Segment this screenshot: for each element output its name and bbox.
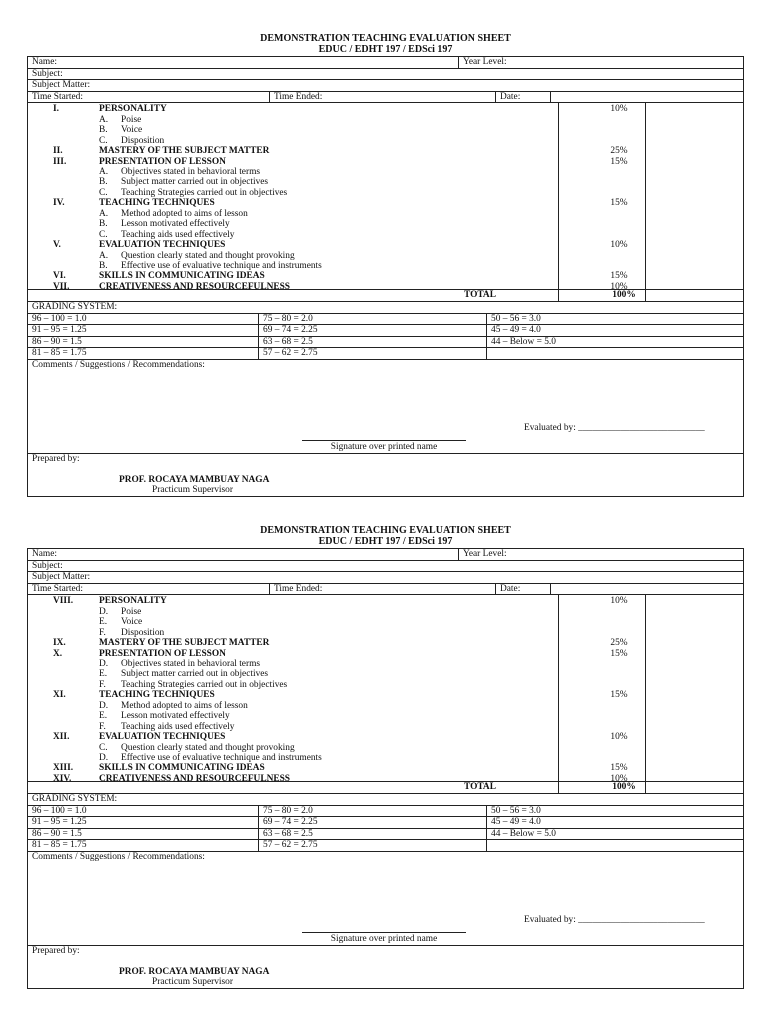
prepared-by-section	[28, 454, 743, 496]
criterion-row	[28, 240, 628, 251]
criterion-number: V.	[53, 240, 61, 251]
criterion-subitem	[28, 177, 558, 187]
supervisor-role: Practicum Supervisor	[152, 976, 233, 987]
subitem-letter: A.	[99, 250, 109, 261]
total-row	[28, 290, 743, 302]
criterion-subitem	[28, 628, 558, 638]
subitem-letter: F.	[99, 679, 106, 690]
subitem-letter: E.	[99, 669, 108, 680]
subitem-letter: B.	[99, 177, 108, 188]
subitem-letter: F.	[99, 721, 106, 732]
criterion-title: TEACHING TECHNIQUES	[99, 690, 215, 701]
comments-section[interactable]	[28, 852, 743, 946]
subitem-text: Teaching aids used effectively	[121, 721, 235, 732]
criterion-subitem	[28, 701, 558, 711]
supervisor-name: PROF. ROCAYA MAMBUAY NAGA	[119, 474, 270, 485]
subject-matter-row	[28, 80, 743, 92]
grading-cell	[486, 840, 743, 852]
subject-field[interactable]: Subject:	[32, 560, 63, 571]
evaluation-table	[27, 548, 744, 989]
criteria-section	[28, 595, 743, 782]
evaluation-sheet-2	[27, 525, 744, 989]
grading-cell: 50 – 56 = 3.0	[486, 806, 743, 818]
comments-section[interactable]	[28, 360, 743, 454]
subitem-text: Teaching Strategies carried out in objectives	[121, 679, 288, 690]
subject-row	[28, 561, 743, 573]
criterion-subitem	[28, 209, 558, 219]
subitem-letter: B.	[99, 260, 108, 271]
criterion-subitem	[28, 659, 558, 669]
criteria-list	[28, 596, 628, 784]
grading-cell: 63 – 68 = 2.5	[258, 829, 486, 841]
grading-cell: 45 – 49 = 4.0	[486, 817, 743, 829]
criterion-percent: 10%	[610, 732, 628, 743]
subitem-text: Method adopted to aims of lesson	[121, 208, 248, 219]
subitem-letter: D.	[99, 752, 109, 763]
time-ended-field[interactable]: Time Ended:	[269, 584, 495, 595]
grading-cell: 91 – 95 = 1.25	[28, 325, 258, 337]
grading-header-row	[28, 302, 743, 314]
criterion-number: XIII.	[53, 763, 74, 774]
criterion-subitem	[28, 680, 558, 690]
grading-cell: 86 – 90 = 1.5	[28, 337, 258, 349]
evaluation-sheet-1	[27, 33, 744, 497]
criterion-title: PERSONALITY	[99, 104, 167, 115]
subject-row	[28, 69, 743, 81]
grading-cell: 44 – Below = 5.0	[486, 337, 743, 349]
criterion-title: CREATIVENESS AND RESOURCEFULNESS	[99, 281, 291, 292]
criterion-percent: 15%	[610, 156, 628, 167]
date-value-cell[interactable]	[550, 584, 743, 595]
criterion-subitem	[28, 188, 558, 198]
total-label: TOTAL	[464, 290, 496, 301]
sheet-subtitle: EDUC / EDHT 197 / EDSci 197	[318, 44, 453, 55]
grading-table	[28, 806, 743, 852]
total-value: 100%	[612, 290, 636, 301]
subject-matter-row	[28, 572, 743, 584]
subject-matter-field[interactable]: Subject Matter:	[32, 80, 91, 91]
signature-label: Signature over printed name	[330, 933, 438, 944]
comments-label: Comments / Suggestions / Recommendations:	[32, 851, 205, 862]
subitem-text: Disposition	[121, 627, 165, 638]
criterion-percent: 15%	[610, 763, 628, 774]
total-value: 100%	[612, 782, 636, 793]
subitem-letter: F.	[99, 627, 106, 638]
time-started-field[interactable]: Time Started:	[32, 583, 83, 594]
criterion-percent: 15%	[610, 198, 628, 209]
subitem-text: Voice	[121, 125, 143, 136]
subitem-text: Voice	[121, 617, 143, 628]
comments-label: Comments / Suggestions / Recommendations:	[32, 359, 205, 370]
subitem-text: Poise	[121, 606, 142, 617]
signature-line	[302, 932, 466, 933]
year-level-field[interactable]: Year Level:	[458, 549, 743, 560]
criterion-subitem	[28, 607, 558, 617]
subitem-text: Teaching aids used effectively	[121, 229, 235, 240]
criterion-percent: 10%	[610, 240, 628, 251]
criterion-number: VII.	[53, 281, 70, 292]
subitem-letter: E.	[99, 711, 108, 722]
sheet-title: DEMONSTRATION TEACHING EVALUATION SHEET	[260, 525, 511, 536]
criterion-row	[28, 690, 628, 701]
sheet-subtitle: EDUC / EDHT 197 / EDSci 197	[318, 536, 453, 547]
subitem-text: Method adopted to aims of lesson	[121, 700, 248, 711]
criterion-subitem	[28, 230, 558, 240]
criterion-title: MASTERY OF THE SUBJECT MATTER	[99, 146, 270, 157]
criterion-title: MASTERY OF THE SUBJECT MATTER	[99, 638, 270, 649]
subitem-text: Lesson motivated effectively	[121, 219, 230, 230]
subitem-text: Effective use of evaluative technique and instruments	[121, 260, 322, 271]
criterion-number: IX.	[53, 638, 66, 649]
subitem-text: Question clearly stated and thought provoking	[121, 250, 295, 261]
time-ended-field[interactable]: Time Ended:	[269, 92, 495, 103]
subitem-letter: B.	[99, 125, 108, 136]
criterion-subitem	[28, 167, 558, 177]
criterion-number: VIII.	[53, 596, 74, 607]
grading-cell: 81 – 85 = 1.75	[28, 348, 258, 360]
subitem-text: Objectives stated in behavioral terms	[121, 167, 261, 177]
prepared-by-label: Prepared by:	[32, 945, 80, 956]
grading-system-label: GRADING SYSTEM:	[32, 793, 118, 804]
criterion-row	[28, 732, 628, 743]
evaluated-by[interactable]: Evaluated by: ___________________________	[524, 422, 705, 433]
subitem-letter: C.	[99, 187, 108, 198]
subitem-letter: A.	[99, 208, 109, 219]
name-row	[28, 549, 743, 561]
supervisor-role: Practicum Supervisor	[152, 484, 233, 495]
criterion-subitem	[28, 261, 558, 271]
criterion-row	[28, 596, 628, 607]
criterion-number: II.	[53, 146, 63, 157]
subitem-letter: D.	[99, 700, 109, 711]
subitem-text: Question clearly stated and thought provoking	[121, 742, 295, 753]
grading-cell: 69 – 74 = 2.25	[258, 325, 486, 337]
criterion-percent: 15%	[610, 690, 628, 701]
criterion-percent: 15%	[610, 648, 628, 659]
evaluated-by[interactable]: Evaluated by: ___________________________	[524, 914, 705, 925]
criterion-percent: 10%	[610, 773, 628, 784]
criterion-number: X.	[53, 648, 63, 659]
prepared-by-section	[28, 946, 743, 988]
year-level-field[interactable]: Year Level:	[458, 57, 743, 68]
criteria-section	[28, 103, 743, 290]
subitem-letter: C.	[99, 742, 108, 753]
criteria-list	[28, 104, 628, 292]
name-row	[28, 57, 743, 69]
criterion-title: PRESENTATION OF LESSON	[99, 156, 226, 167]
grading-cell: 86 – 90 = 1.5	[28, 829, 258, 841]
criterion-percent: 25%	[610, 638, 628, 649]
criterion-subitem	[28, 753, 558, 763]
subitem-text: Effective use of evaluative technique and instruments	[121, 752, 322, 763]
criterion-subitem	[28, 722, 558, 732]
subitem-text: Lesson motivated effectively	[121, 711, 230, 722]
subitem-letter: C.	[99, 229, 108, 240]
grading-cell: 81 – 85 = 1.75	[28, 840, 258, 852]
grading-cell: 57 – 62 = 2.75	[258, 840, 486, 852]
grading-cell: 75 – 80 = 2.0	[258, 314, 486, 326]
date-field[interactable]: Date:	[495, 584, 550, 595]
date-value-cell[interactable]	[550, 92, 743, 103]
subject-field[interactable]: Subject:	[32, 68, 63, 79]
criterion-percent: 10%	[610, 281, 628, 292]
name-field[interactable]: Name:	[32, 549, 57, 559]
sheet-title: DEMONSTRATION TEACHING EVALUATION SHEET	[260, 33, 511, 44]
criterion-subitem	[28, 743, 558, 753]
subject-matter-field[interactable]: Subject Matter:	[32, 572, 91, 583]
subitem-text: Subject matter carried out in objectives	[121, 669, 269, 680]
signature-line	[302, 440, 466, 441]
criterion-title: PRESENTATION OF LESSON	[99, 648, 226, 659]
criterion-row	[28, 763, 628, 774]
total-row	[28, 782, 743, 794]
subitem-text: Subject matter carried out in objectives	[121, 177, 269, 188]
criterion-title: CREATIVENESS AND RESOURCEFULNESS	[99, 773, 291, 784]
criterion-number: IV.	[53, 198, 65, 209]
criterion-title: PERSONALITY	[99, 596, 167, 607]
criterion-row	[28, 648, 628, 659]
criterion-row	[28, 104, 628, 115]
criterion-subitem	[28, 669, 558, 679]
criterion-title: EVALUATION TECHNIQUES	[99, 240, 226, 251]
criterion-title: EVALUATION TECHNIQUES	[99, 732, 226, 743]
grading-table	[28, 314, 743, 360]
grading-header-row	[28, 794, 743, 806]
criterion-percent: 15%	[610, 271, 628, 282]
grading-cell	[486, 348, 743, 360]
prepared-by-label: Prepared by:	[32, 453, 80, 464]
subitem-text: Poise	[121, 114, 142, 125]
criterion-subitem	[28, 219, 558, 229]
criterion-number: III.	[53, 156, 67, 167]
time-row	[28, 92, 743, 104]
criterion-percent: 10%	[610, 596, 628, 607]
criterion-subitem	[28, 136, 558, 146]
subitem-text: Objectives stated in behavioral terms	[121, 659, 261, 669]
criterion-number: I.	[53, 104, 59, 115]
grading-cell: 45 – 49 = 4.0	[486, 325, 743, 337]
time-row	[28, 584, 743, 596]
grading-cell: 91 – 95 = 1.25	[28, 817, 258, 829]
evaluation-table	[27, 56, 744, 497]
criterion-row	[28, 198, 628, 209]
subitem-letter: B.	[99, 219, 108, 230]
criterion-number: XI.	[53, 690, 66, 701]
criterion-number: VI.	[53, 271, 66, 282]
grading-cell: 75 – 80 = 2.0	[258, 806, 486, 818]
subitem-letter: E.	[99, 617, 108, 628]
criterion-subitem	[28, 711, 558, 721]
criterion-row	[28, 271, 628, 282]
grading-cell: 63 – 68 = 2.5	[258, 337, 486, 349]
grading-cell: 44 – Below = 5.0	[486, 829, 743, 841]
criterion-title: SKILLS IN COMMUNICATING IDEAS	[99, 763, 265, 774]
subitem-letter: C.	[99, 135, 108, 146]
date-field[interactable]: Date:	[495, 92, 550, 103]
subitem-text: Teaching Strategies carried out in objectives	[121, 187, 288, 198]
grading-cell: 96 – 100 = 1.0	[28, 314, 258, 326]
grading-system-label: GRADING SYSTEM:	[32, 301, 118, 312]
name-field[interactable]: Name:	[32, 57, 57, 67]
supervisor-name: PROF. ROCAYA MAMBUAY NAGA	[119, 966, 270, 977]
subitem-letter: A.	[99, 114, 109, 125]
criterion-number: XIV.	[53, 773, 72, 784]
subitem-letter: D.	[99, 659, 109, 669]
criterion-row	[28, 146, 628, 157]
criterion-subitem	[28, 125, 558, 135]
criterion-number: XII.	[53, 732, 70, 743]
total-label: TOTAL	[464, 782, 496, 793]
subitem-text: Disposition	[121, 135, 165, 146]
criterion-row	[28, 156, 628, 167]
criterion-subitem	[28, 617, 558, 627]
time-started-field[interactable]: Time Started:	[32, 91, 83, 102]
grading-cell: 57 – 62 = 2.75	[258, 348, 486, 360]
criterion-percent: 25%	[610, 146, 628, 157]
grading-cell: 69 – 74 = 2.25	[258, 817, 486, 829]
subitem-letter: D.	[99, 606, 109, 617]
grading-cell: 50 – 56 = 3.0	[486, 314, 743, 326]
criterion-title: TEACHING TECHNIQUES	[99, 198, 215, 209]
criterion-percent: 10%	[610, 104, 628, 115]
criterion-subitem	[28, 115, 558, 125]
signature-label: Signature over printed name	[330, 441, 438, 452]
criterion-subitem	[28, 251, 558, 261]
criterion-row	[28, 638, 628, 649]
criterion-title: SKILLS IN COMMUNICATING IDEAS	[99, 271, 265, 282]
grading-cell: 96 – 100 = 1.0	[28, 806, 258, 818]
subitem-letter: A.	[99, 167, 109, 177]
